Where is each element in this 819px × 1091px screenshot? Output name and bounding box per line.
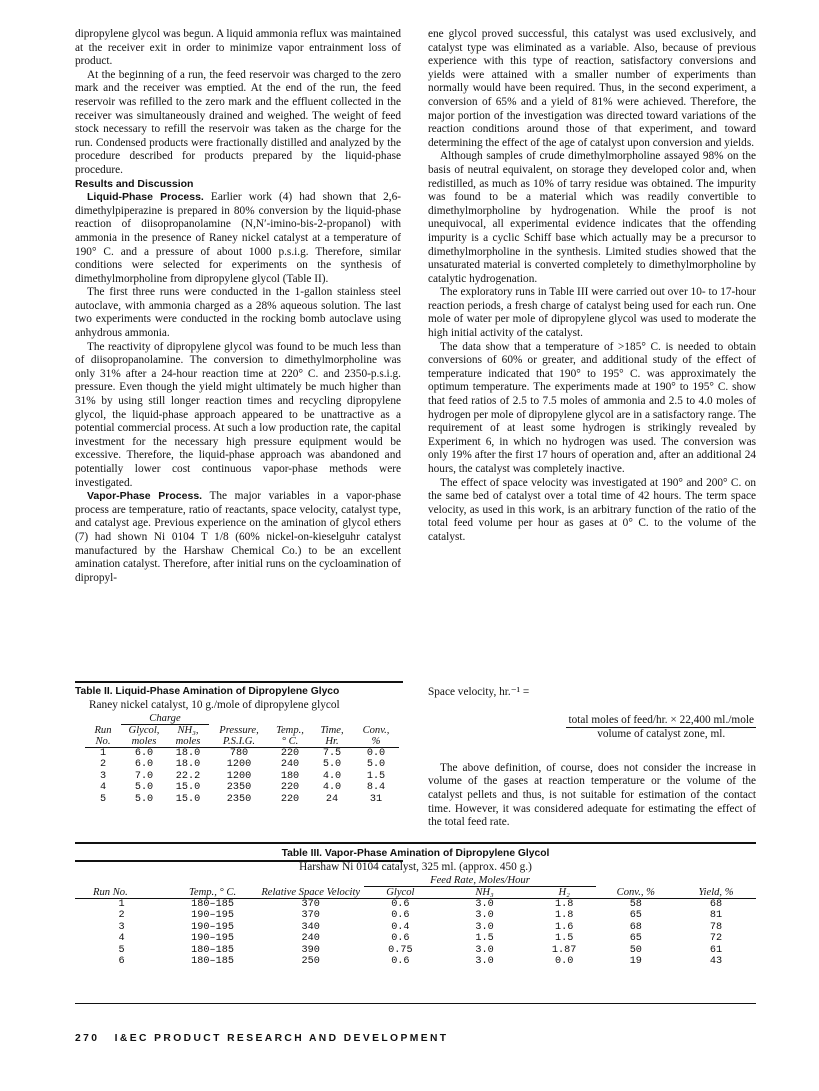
table-cell: 3.0 — [475, 899, 494, 910]
column-header: H₂ — [558, 887, 570, 898]
column-header: Temp., ° C. — [188, 887, 237, 898]
paragraph: Although samples of crude dimethylmorpholine assayed 98% on the basis of neutral equivalent, on storage they developed color and, when redistilled, as much as 10% of tarry residue was obtained. The impurity was found to be a material which was readily convertible to dimethylmorpholine by hydrogenation. While the proof is not unequivocal, all experimental evidence indicates that the offending impurity is a cyclic Schiff base which actually may be a precursor to dimethylmorpholine in the synthesis. Limited studies showed that the unsaturated material is converted completely to dimethylmorpholine by catalytic hydrogenation. — [428, 150, 756, 285]
table-cell: 220 — [280, 748, 300, 759]
paragraph — [75, 191, 401, 286]
run-in-heading: Vapor-Phase Process. — [87, 490, 203, 503]
column-header: Conv., % — [362, 725, 390, 747]
table-row — [75, 956, 756, 967]
table-cell: 1200 — [226, 759, 252, 771]
table-2 — [75, 686, 403, 805]
column-header: Yield, % — [698, 887, 734, 898]
table-cell: 2 — [99, 759, 107, 771]
column-group-header: Feed Rate, Moles/Hour — [364, 875, 595, 887]
paragraph: dipropylene glycol was begun. A liquid ammonia reflux was maintained at the receiver exit in order to minimize vapor entrainment loss of product. — [75, 28, 401, 68]
paragraph: The reactivity of dipropylene glycol was found to be much less than of diisopropanolamine. The conversion to dimethylmorpholine was only 31% after a 24-hour reaction time at 220° C. and 2350-p.s.i.g. pressure. Even though the yield might ultimately be much higher than 31% by using still longer reaction times and recycling dipropylene glycol, the liquid-phase approach appeared to be unattractive as a potential commercial process. At such a low production rate, the capital investment for the necessary high pressure equipment would be excessive. Therefore, the liquid-phase approach was abandoned and potentially lower cost continuous vapor-phase methods were investigated. — [75, 340, 401, 489]
column-header: Run No. — [94, 725, 112, 747]
table-cell: 1.8 — [554, 899, 574, 910]
column-group-header: Charge — [121, 713, 209, 725]
table-row — [75, 922, 756, 933]
table-cell: 5 — [118, 944, 125, 956]
table-cell: 4 — [118, 933, 125, 945]
table-cell: 1.5 — [366, 770, 386, 782]
table-cell: 6.0 — [134, 748, 154, 759]
page-bottom-rule — [75, 1003, 756, 1004]
table-cell: 3 — [118, 921, 125, 933]
table-cell: 240 — [280, 759, 300, 771]
table-cell: 0.0 — [554, 956, 574, 968]
table-title: Table II. Liquid-Phase Amination of Dipropylene Glyco — [75, 686, 340, 697]
run-in-heading: Liquid-Phase Process. — [87, 191, 204, 204]
table-cell: 3.0 — [475, 921, 494, 933]
table-top-rule — [75, 681, 403, 683]
table-cell: 180–185 — [191, 899, 234, 910]
table-cell: 22.2 — [175, 770, 201, 782]
table-cell: 2350 — [226, 793, 252, 805]
column-header: Glycol, moles — [128, 725, 160, 747]
table-cell: 1200 — [226, 770, 252, 782]
section-heading: Results and Discussion — [75, 177, 194, 190]
table-subtitle: Harshaw Ni 0104 catalyst, 325 ml. (approx. 450 g.) — [299, 861, 532, 873]
paragraph — [75, 490, 401, 585]
table-cell: 61 — [709, 944, 723, 956]
table-cell: 3.0 — [475, 910, 494, 922]
table-cell: 250 — [301, 956, 320, 968]
table-row — [85, 771, 399, 782]
table-cell: 3.0 — [475, 944, 494, 956]
table-cell: 5.0 — [134, 782, 154, 794]
table-cell: 180–185 — [191, 956, 234, 968]
table-cell: 24 — [325, 793, 339, 805]
left-column — [75, 28, 401, 585]
table-cell: 15.0 — [175, 793, 201, 805]
fraction-numerator: total moles of feed/hr. × 22,400 ml./mole — [566, 714, 756, 729]
table-cell: 1 — [99, 748, 107, 759]
table-cell: 7.5 — [322, 748, 342, 759]
table-cell: 81 — [709, 910, 723, 922]
table-title: Table III. Vapor-Phase Amination of Dipropylene Glycol — [281, 848, 550, 859]
table-row — [75, 899, 756, 911]
table-cell: 31 — [369, 793, 383, 805]
table-cell: 180 — [280, 770, 300, 782]
table-cell: 1 — [118, 899, 125, 910]
table-cell: 780 — [229, 748, 249, 759]
data-table — [75, 875, 756, 967]
table-cell: 240 — [301, 933, 320, 945]
column-header: NH₃ — [475, 887, 494, 898]
table-cell: 4 — [99, 782, 107, 794]
paragraph-text: The major variables in a vapor-phase process are temperature, ratio of reactants, space velocity, catalyst type, and catalyst age. Previous experience on the amination of glycol ethers (7) had shown Ni 0104 T 1/8 (60% nickel-on-kieselguhr catalyst manufactured by the Harshaw Chemical Co.) to be an excellent amination catalyst. Therefore, after initial runs on the cycloamination of dipropyl- — [75, 490, 401, 584]
table-cell: 72 — [709, 933, 723, 945]
journal-name: I&EC PRODUCT RESEARCH AND DEVELOPMENT — [114, 1033, 449, 1044]
table-cell: 5.0 — [322, 759, 342, 771]
table-cell: 43 — [709, 956, 723, 968]
page-footer — [75, 1033, 449, 1044]
table-cell: 1.5 — [554, 933, 574, 945]
table-cell: 0.6 — [391, 910, 410, 922]
table-cell: 5.0 — [366, 759, 386, 771]
table-row — [75, 933, 756, 944]
right-column — [428, 28, 756, 545]
table-cell: 0.0 — [366, 748, 386, 759]
table-row — [75, 910, 756, 921]
table-cell: 190–195 — [191, 933, 234, 945]
table-row — [85, 794, 399, 805]
table-cell: 8.4 — [366, 782, 386, 794]
paragraph: The effect of space velocity was investigated at 190° and 200° C. on the same bed of catalyst over a total time of 42 hours. The term space velocity, as used in this work, is an arbitrary function of the ratio of the total feed volume per hour as gases at 0° C. to the volume of the catalyst. — [428, 476, 756, 543]
table-row — [75, 945, 756, 956]
data-table — [85, 713, 399, 805]
table-top-rule — [75, 842, 756, 844]
table-cell: 5 — [99, 793, 107, 805]
table-cell: 1.6 — [554, 921, 574, 933]
table-cell: 65 — [629, 933, 642, 945]
table-row — [85, 748, 399, 760]
table-cell: 50 — [629, 944, 642, 956]
table-cell: 220 — [280, 793, 300, 805]
table-cell: 18.0 — [175, 759, 201, 771]
table-cell: 390 — [301, 944, 320, 956]
paragraph: The first three runs were conducted in the 1-gallon stainless steel autoclave, with ammonia charged as a 28% aqueous solution. The last two experiments were conducted in the rocking bomb autoclave using anhydrous ammonia. — [75, 286, 401, 340]
column-header: Temp., ° C. — [276, 725, 304, 747]
table-cell: 6.0 — [134, 759, 154, 771]
table-cell: 2350 — [226, 782, 252, 794]
paragraph: The data show that a temperature of >185° C. is needed to obtain conversions of 60% or greater, and additional study of the effect of temperature indicated that 190° to 195° C. was approximately the optimum temperature. The experiments made at 190° to 195° C. show that feed ratios of 2.5 to 7.5 moles of ammonia and 2.5 to 4.0 moles of hydrogen per mole of dipropylene glycol are in a satisfactory range. The requirement of at least some hydrogen is strikingly revealed by Experiment 6, in which no hydrogen was used. The conversion was only 19% after the first 17 hours of operation and, after an additional 24 hours, the catalyst was completely inactive. — [428, 340, 756, 475]
table-cell: 7.0 — [134, 770, 154, 782]
table-cell: 19 — [629, 956, 642, 968]
table-row — [85, 782, 399, 793]
table-cell: 340 — [301, 921, 320, 933]
table-cell: 68 — [709, 899, 723, 910]
page-number: 270 — [75, 1033, 100, 1044]
column-header: Run No. — [93, 887, 128, 898]
table-cell: 3.0 — [475, 956, 494, 968]
table-cell: 370 — [301, 910, 320, 922]
table-cell: 0.75 — [388, 944, 413, 956]
fraction-denominator: volume of catalyst zone, ml. — [597, 728, 726, 741]
table-cell: 15.0 — [175, 782, 201, 794]
table-row — [85, 759, 399, 770]
paragraph: At the beginning of a run, the feed reservoir was charged to the zero mark and the receiver was emptied. At the end of the run, the feed reservoir was refilled to the zero mark and the effluent collected in the receiver was simultaneously drained and weighed. The weight of feed stock necessary to refill the reservoir was taken as the charge for the run. Condensed products were fractionally distilled and analyzed by the procedure described for products prepared by the liquid-phase procedure. — [75, 68, 401, 176]
column-header: NH₃, moles — [175, 725, 201, 747]
table-cell: 1.8 — [554, 910, 574, 922]
column-header: Pressure, P.S.I.G. — [219, 725, 259, 747]
table-cell: 5.0 — [134, 793, 154, 805]
table-cell: 2 — [118, 910, 125, 922]
fraction — [566, 714, 756, 742]
table-cell: 78 — [709, 921, 723, 933]
formula-lhs: Space velocity, hr.⁻¹ = — [428, 686, 530, 698]
table-3 — [75, 848, 756, 967]
table-cell: 0.6 — [391, 956, 410, 968]
table-cell: 370 — [301, 899, 320, 910]
table-cell: 6 — [118, 956, 125, 968]
table-cell: 68 — [629, 921, 642, 933]
table-cell: 0.6 — [391, 933, 410, 945]
table-cell: 58 — [629, 899, 642, 910]
paragraph: The above definition, of course, does not consider the increase in volume of the gases at reaction temperature or the volume of the catalyst pellets and thus, is not suitable for estimation of the contact time. However, it was considered adequate for estimating the effect of the total feed rate. — [428, 761, 756, 829]
space-velocity-formula — [428, 686, 756, 830]
column-header: Relative Space Velocity — [261, 887, 361, 898]
table-cell: 4.0 — [322, 770, 342, 782]
table-cell: 0.4 — [391, 921, 410, 933]
table-cell: 220 — [280, 782, 300, 794]
paragraph: The exploratory runs in Table III were carried out over 10- to 17-hour reaction periods, a fresh charge of catalyst being used for each run. One mole of water per mole of dipropylene glycol was used to moderate the high initial activity of the catalyst. — [428, 286, 756, 340]
table-cell: 1.5 — [475, 933, 494, 945]
table-cell: 18.0 — [175, 748, 201, 759]
table-cell: 180–185 — [191, 944, 234, 956]
table-cell: 190–195 — [191, 910, 234, 922]
paragraph: ene glycol proved successful, this catalyst was used exclusively, and catalyst type was eliminated as a variable. Also, because of previous experience with this type of reaction, satisfactory conversions and yields were attained with a smaller number of experiments than normally would have been required. Thus, in the second experiment, a conversion of 65% and a yield of 81% were achieved. Therefore, the major portion of the investigation was directed toward variations of the reaction conditions around those of that experiment, and toward determining the effect of the age of catalyst upon conversion and yields. — [428, 28, 756, 149]
table-cell: 3 — [99, 770, 107, 782]
table-cell: 1.87 — [551, 944, 577, 956]
column-header: Time, Hr. — [320, 725, 344, 747]
table-cell: 0.6 — [391, 899, 410, 910]
paragraph-text: Earlier work (4) had shown that 2,6-dimethylpiperazine is prepared in 80% conversion by the liquid-phase reaction of diisopropanolamine (N,N′-imino-bis-2-propanol) with ammonia in the presence of Raney nickel catalyst at a temperature of 190° C. and a pressure of about 1000 p.s.i.g. Therefore, similar conditions were selected for experiments on the synthesis of dimethylmorpholine from dipropylene glycol (Table II). — [75, 191, 402, 285]
table-cell: 65 — [629, 910, 642, 922]
table-subtitle: Raney nickel catalyst, 10 g./mole of dipropylene glycol — [89, 699, 340, 711]
column-header: Conv., % — [616, 887, 655, 898]
table-cell: 190–195 — [191, 921, 234, 933]
column-header: Glycol — [386, 887, 415, 898]
table-cell: 4.0 — [322, 782, 342, 794]
